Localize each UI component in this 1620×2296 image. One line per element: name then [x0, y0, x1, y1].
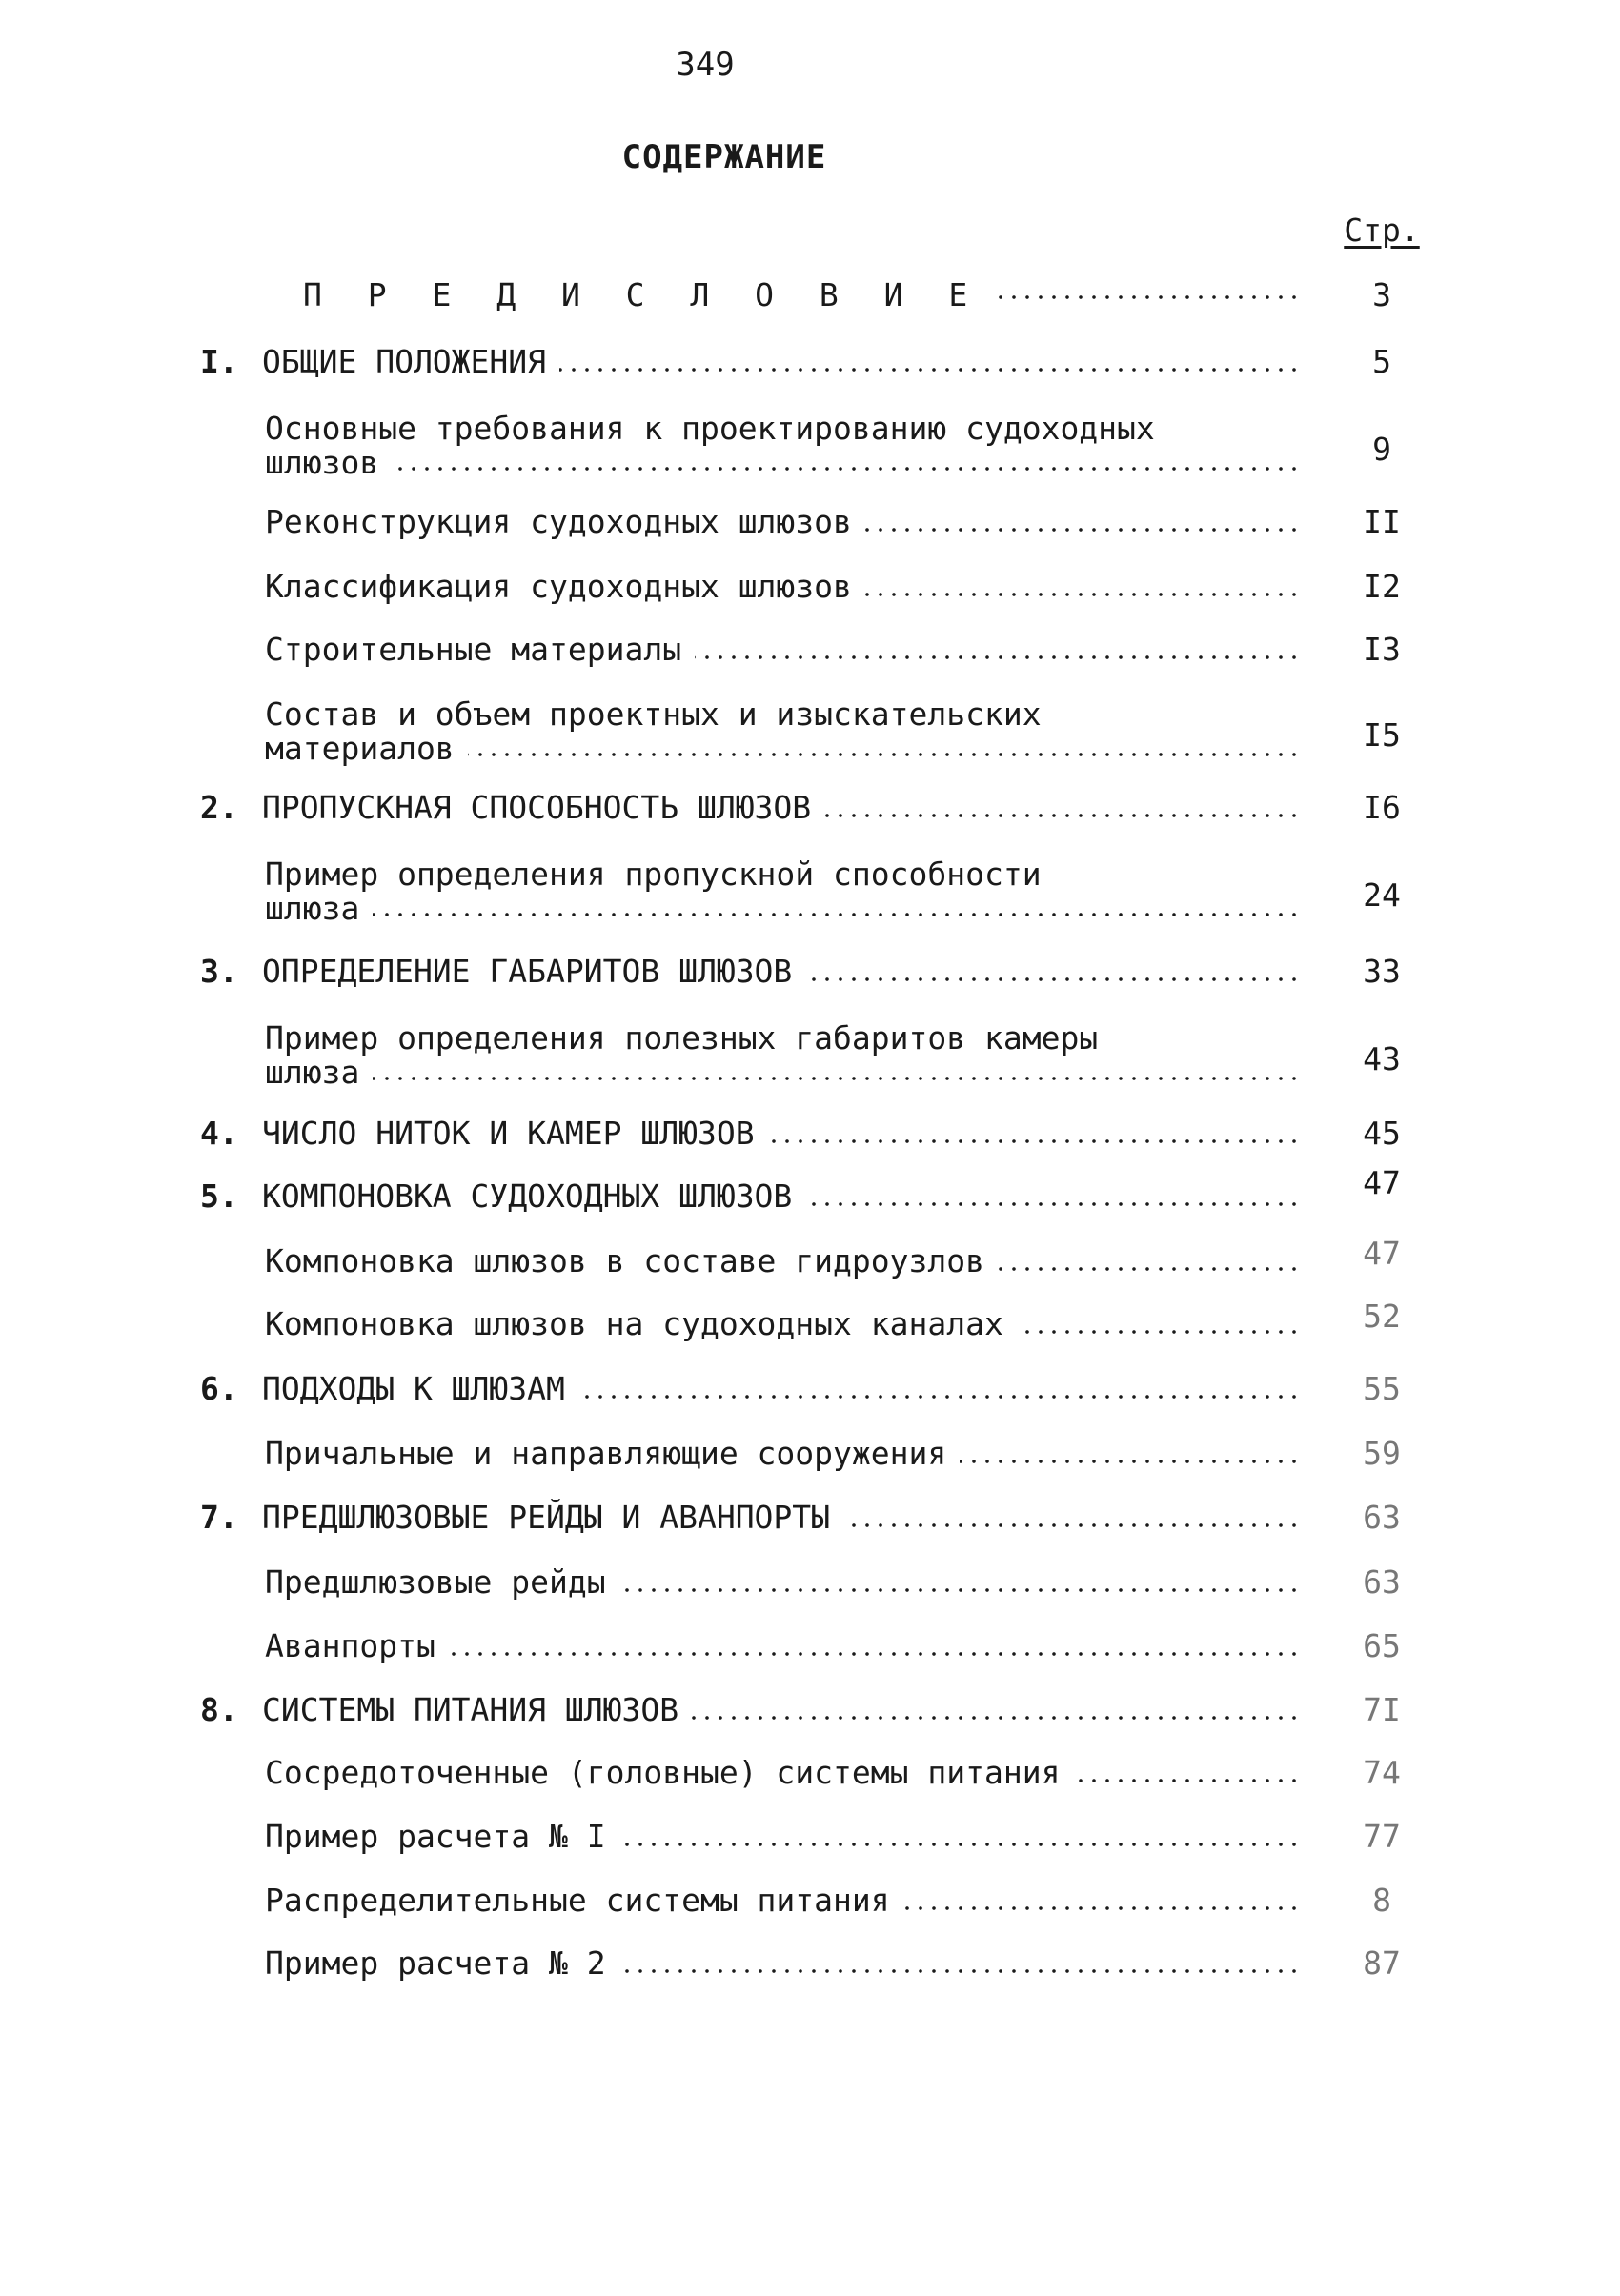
dot-leader — [392, 467, 1301, 471]
toc-entry-title: Пример расчета № 2 — [265, 1944, 606, 1982]
toc-entry-page: 24 — [1363, 876, 1401, 914]
section-number: 5. — [200, 1178, 238, 1215]
toc-entry-page: I6 — [1363, 789, 1401, 826]
dot-leader — [468, 753, 1301, 756]
toc-entry-page: I2 — [1363, 568, 1401, 605]
toc-entry-title: ЧИСЛО НИТОК И КАМЕР ШЛЮЗОВ — [262, 1115, 755, 1152]
toc-entry-page: 55 — [1363, 1370, 1401, 1407]
dot-leader — [998, 1267, 1301, 1271]
toc-entry-title: Строительные материалы — [265, 631, 682, 668]
toc-entry-title: ПРЕДШЛЮЗОВЫЕ РЕЙДЫ И АВАНПОРТЫ — [262, 1499, 831, 1536]
section-number: 2. — [200, 789, 238, 826]
toc-entry-page: 63 — [1363, 1563, 1401, 1601]
toc-entry-page: 8 — [1372, 1882, 1391, 1919]
toc-entry-title: Пример определения полезных габаритов камеры — [265, 1019, 1099, 1057]
toc-entry-title: КОМПОНОВКА СУДОХОДНЫХ ШЛЮЗОВ — [262, 1178, 793, 1215]
toc-entry-page: 47 — [1363, 1164, 1401, 1201]
toc-entry-title: ПОДХОДЫ К ШЛЮЗАМ — [262, 1370, 565, 1407]
dot-leader — [373, 913, 1301, 916]
toc-entry-title: П Р Е Д И С Л О В И Е — [303, 276, 982, 313]
dot-leader — [619, 1843, 1301, 1846]
toc-entry-page: 47 — [1363, 1235, 1401, 1272]
toc-entry-title-continued: шлюза — [265, 890, 360, 927]
section-number: 6. — [200, 1370, 238, 1407]
toc-entry-page: 63 — [1363, 1499, 1401, 1536]
toc-entry-title: Основные требования к проектированию судоходных — [265, 410, 1155, 447]
section-number: 8. — [200, 1691, 238, 1728]
toc-entry-title: Распределительные системы питания — [265, 1882, 890, 1919]
page-number: 349 — [676, 46, 735, 84]
section-number: 4. — [200, 1115, 238, 1152]
dot-leader — [768, 1139, 1301, 1143]
toc-entry-title: Реконструкция судоходных шлюзов — [265, 503, 852, 540]
dot-leader — [449, 1652, 1301, 1656]
toc-entry-page: 77 — [1363, 1818, 1401, 1855]
toc-entry-title: Компоновка шлюзов на судоходных каналах — [265, 1305, 1003, 1342]
dot-leader — [994, 295, 1301, 299]
dot-leader — [692, 1716, 1301, 1720]
toc-entry-page: 43 — [1363, 1040, 1401, 1078]
page-column-header: Стр. — [1344, 211, 1420, 249]
toc-entry-title: ПРОПУСКНАЯ СПОСОБНОСТЬ ШЛЮЗОВ — [262, 789, 812, 826]
section-number: 3. — [200, 953, 238, 990]
toc-entry-title: ОБЩИЕ ПОЛОЖЕНИЯ — [262, 343, 547, 380]
dot-leader — [843, 1523, 1301, 1527]
toc-entry-title: Аванпорты — [265, 1627, 435, 1664]
dot-leader — [824, 814, 1301, 817]
toc-entry-title: Причальные и направляющие сооружения — [265, 1435, 947, 1472]
dot-leader — [559, 368, 1301, 372]
toc-entry-title: Сосредоточенные (головные) системы питания — [265, 1754, 1061, 1791]
section-number: I. — [200, 343, 238, 380]
toc-entry-page: 87 — [1363, 1944, 1401, 1982]
toc-entry-page: 9 — [1372, 431, 1391, 468]
toc-entry-page: I3 — [1363, 631, 1401, 668]
toc-entry-title: Предшлюзовые рейды — [265, 1563, 606, 1601]
dot-leader — [865, 528, 1301, 532]
toc-entry-title: Пример расчета № I — [265, 1818, 606, 1855]
toc-entry-title: ОПРЕДЕЛЕНИЕ ГАБАРИТОВ ШЛЮЗОВ — [262, 953, 793, 990]
toc-entry-page: 45 — [1363, 1115, 1401, 1152]
dot-leader — [695, 655, 1301, 659]
dot-leader — [805, 1202, 1301, 1206]
toc-entry-title: Пример определения пропускной способности — [265, 856, 1042, 893]
toc-entry-page: II — [1363, 503, 1401, 540]
dot-leader — [805, 977, 1301, 981]
dot-leader — [960, 1460, 1301, 1463]
section-number: 7. — [200, 1499, 238, 1536]
toc-entry-title-continued: шлюзов — [265, 444, 379, 481]
dot-leader — [903, 1906, 1301, 1910]
dot-leader — [578, 1395, 1301, 1399]
dot-leader — [1017, 1330, 1301, 1334]
toc-entry-page: I5 — [1363, 716, 1401, 754]
toc-entry-page: 59 — [1363, 1435, 1401, 1472]
dot-leader — [865, 593, 1301, 596]
page-title: СОДЕРЖАНИЕ — [621, 138, 827, 176]
toc-entry-title-continued: шлюза — [265, 1054, 360, 1091]
toc-entry-title: Классификация судоходных шлюзов — [265, 568, 852, 605]
toc-entry-page: 74 — [1363, 1754, 1401, 1791]
toc-entry-page: 7I — [1363, 1691, 1401, 1728]
dot-leader — [619, 1969, 1301, 1973]
toc-entry-title: Состав и объем проектных и изыскательских — [265, 695, 1042, 733]
toc-entry-page: 33 — [1363, 953, 1401, 990]
toc-entry-page: 65 — [1363, 1627, 1401, 1664]
toc-entry-page: 3 — [1372, 276, 1391, 313]
toc-entry-title-continued: материалов — [265, 730, 455, 767]
dot-leader — [619, 1588, 1301, 1592]
toc-entry-title: СИСТЕМЫ ПИТАНИЯ ШЛЮЗОВ — [262, 1691, 679, 1728]
toc-entry-page: 52 — [1363, 1298, 1401, 1335]
dot-leader — [1073, 1779, 1301, 1782]
toc-entry-page: 5 — [1372, 343, 1391, 380]
toc-entry-title: Компоновка шлюзов в составе гидроузлов — [265, 1242, 984, 1279]
dot-leader — [373, 1077, 1301, 1080]
